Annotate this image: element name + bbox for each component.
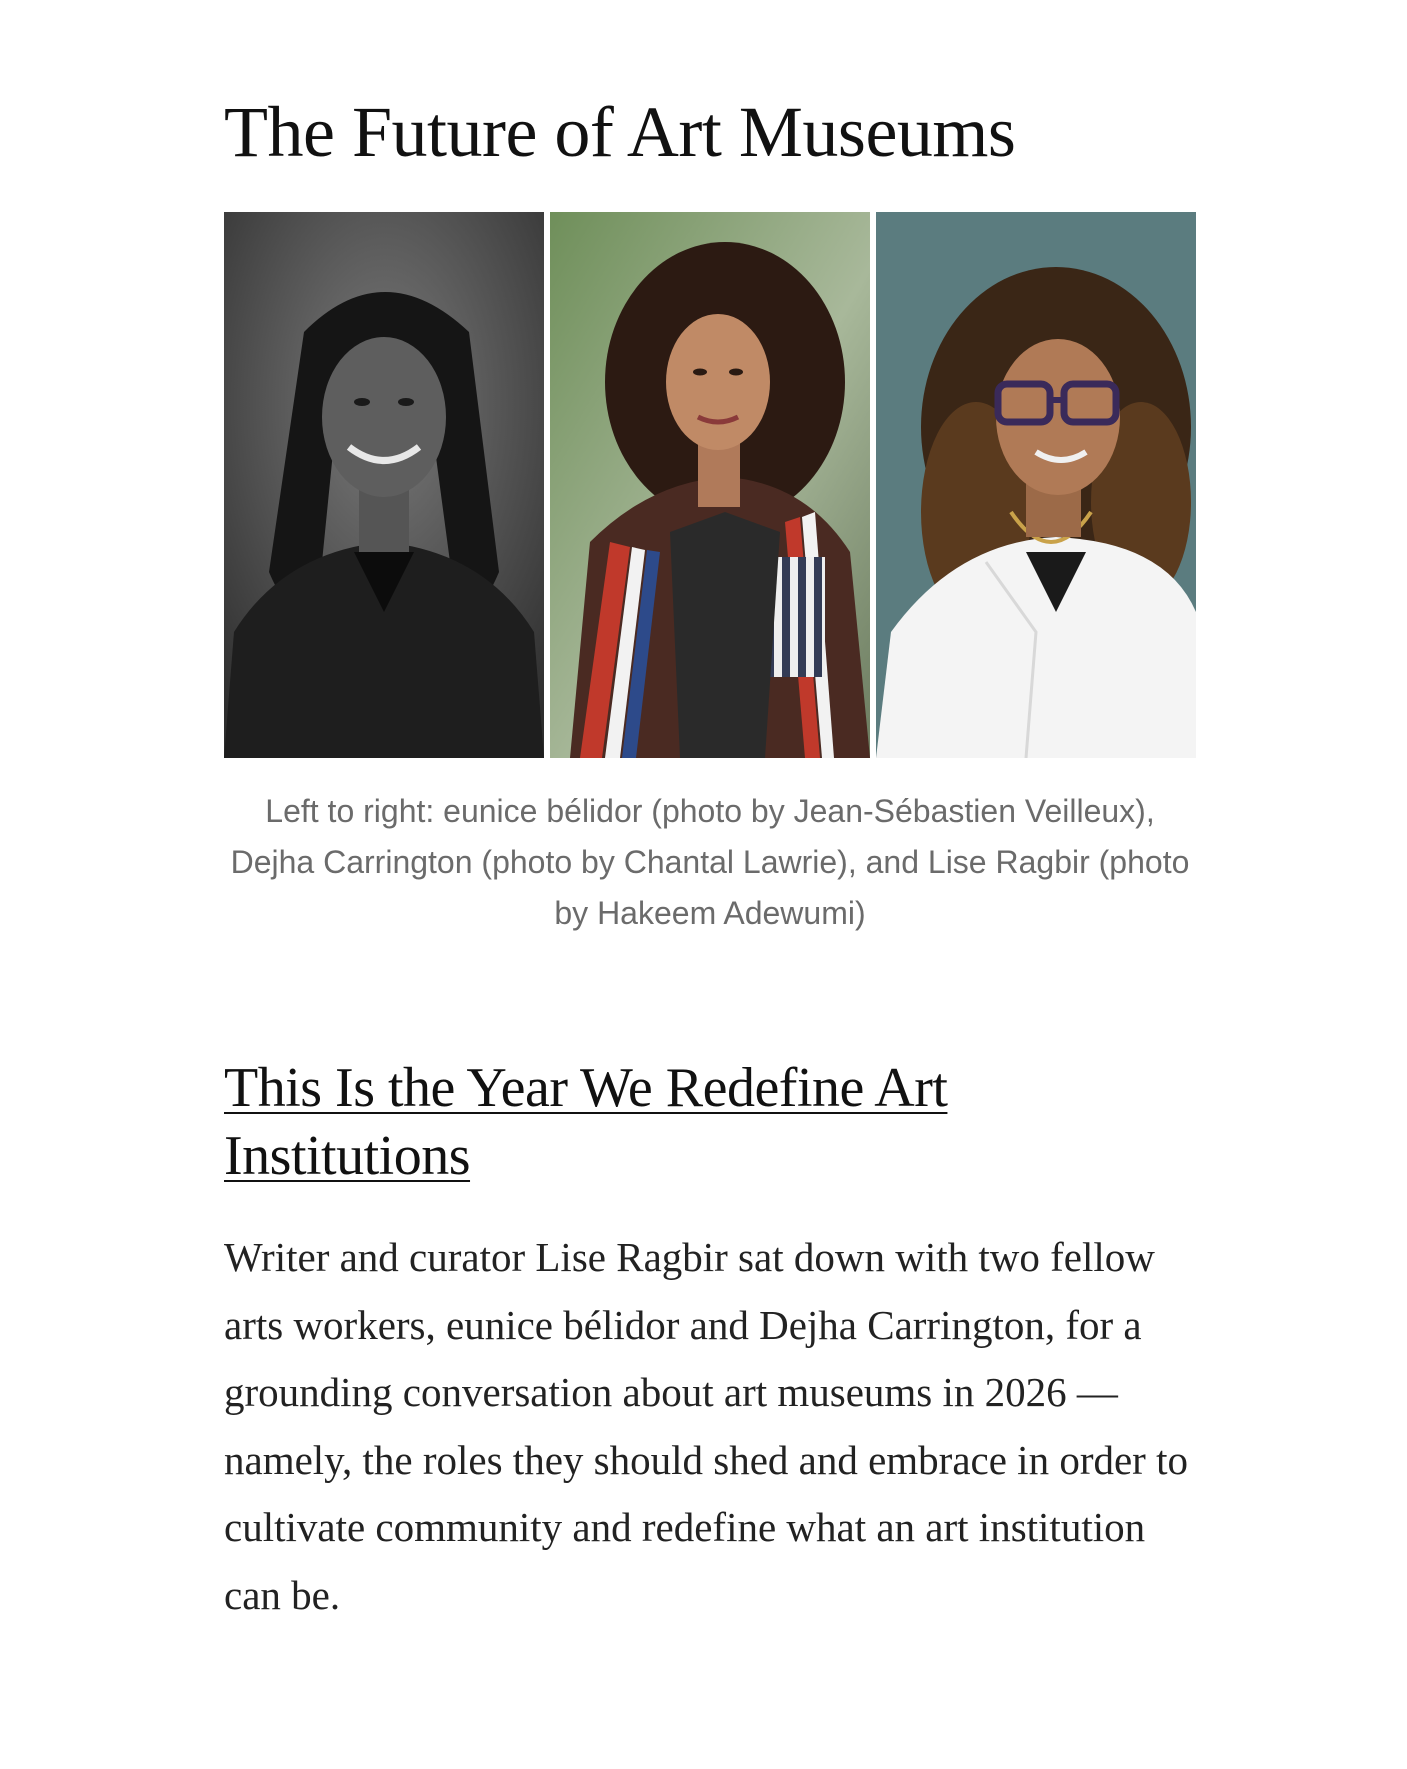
photo-caption: Left to right: eunice bélidor (photo by Jean-Sébastien Veilleux), Dejha Carrington (photo by Chantal Lawrie), and Lise Ragbir (photo by Hakeem Adewumi) [230, 793, 1190, 931]
portrait-image-3 [876, 212, 1196, 758]
article-body: Writer and curator Lise Ragbir sat down with two fellow arts workers, eunice bélidor and Dejha Carrington, for a grounding conversation about art museums in 2026 — namely, the roles they should shed and embrace in order to cultivate community and redefine what an art institution can be. [224, 1234, 1188, 1618]
photo-strip [224, 212, 1196, 758]
article-link[interactable]: This Is the Year We Redefine Art Institutions [224, 1057, 948, 1187]
portrait-photo-2 [550, 212, 870, 758]
article-heading [224, 1054, 1204, 1190]
portrait-photo-1 [224, 212, 544, 758]
portrait-image-1 [224, 212, 544, 758]
portrait-photo-3 [876, 212, 1196, 758]
page-title: The Future of Art Museums [224, 92, 1016, 172]
portrait-image-2 [550, 212, 870, 758]
